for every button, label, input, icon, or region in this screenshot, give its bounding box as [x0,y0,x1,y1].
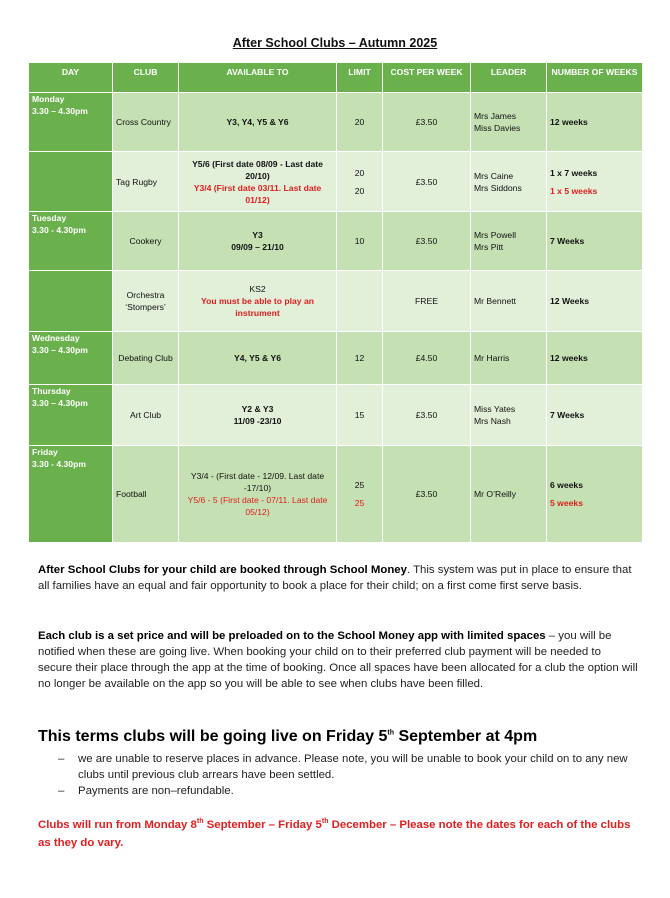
page-title: After School Clubs – Autumn 2025 [232,36,438,50]
table-row [29,385,643,446]
leader [471,152,547,212]
day-cell [29,93,113,152]
pricing-paragraph [38,628,638,692]
weeks: 12 weeks [547,332,643,385]
available-to-1: Y3 [252,230,263,240]
clubs-table [28,62,643,543]
weeks [547,152,643,212]
weeks-2: 5 weeks [550,498,583,508]
table-row [29,152,643,212]
limit-1: 20 [354,167,365,178]
leader [471,385,547,446]
limit-2: 20 [354,185,365,196]
leader-1: Mrs Powell [474,230,517,240]
day-name: Monday [32,94,65,104]
booking-paragraph-body: . This system was put in place to ensure that all families have an equal and fair opportunity to book a place for their child; on a first come first serve basis. [38,564,632,592]
limit-1: 25 [354,480,365,490]
leader-1: Miss Yates [474,404,516,414]
available-to [179,385,337,446]
weeks-1: 1 x 7 weeks [550,167,598,178]
available-to-1: Y3/4 - (First date - 12/09. Last date -17/10) [190,471,325,493]
cost: FREE [383,271,471,332]
bullet-item [58,783,638,799]
club-name: Tag Rugby [113,152,179,212]
day-name: Friday [32,447,58,457]
limit: 12 [337,332,383,385]
table-header-row [29,63,643,93]
day-name: Thursday [32,386,71,396]
club-name: Cookery [113,212,179,271]
weeks [547,446,643,543]
leader-2: Mrs Pitt [474,242,504,252]
leader: Mr Bennett [471,271,547,332]
pricing-paragraph-body: – you will be notified when these are going live. When booking your child on to their preferred club payment will be needed to secure their place through the app at the time of booking. Once all spaces have been allocated for a club the option will no longer be available on the app so you will be able to see when clubs have been filled. [38,630,638,690]
available-to-1: KS2 [249,284,266,294]
cost: £3.50 [383,152,471,212]
club-name: Orchestra ‘Stompers’ [113,271,179,332]
day-time: 3.30 - 4.30pm [32,225,86,235]
leader: Mr O’Reilly [471,446,547,543]
booking-paragraph [38,562,638,594]
go-live-heading: This terms clubs will be going live on Friday 5th September at 4pm [38,728,538,745]
available-to [179,446,337,543]
club-name: Debating Club [113,332,179,385]
day-time: 3.30 – 4.30pm [32,398,88,408]
available-to-2: 09/09 – 21/10 [231,242,284,252]
weeks-2: 1 x 5 weeks [550,185,598,196]
day-time: 3.30 - 4.30pm [32,459,86,469]
bullet-text: Payments are non–refundable. [78,785,234,797]
day-cell [29,332,113,385]
club-dates-notice: Clubs will run from Monday 8th September – Friday 5th December – Please note the dates for each of the clubs as they do vary. [38,818,631,849]
header-limit: LIMIT [337,63,383,93]
club-name: Cross Country [113,93,179,152]
limit: 10 [337,212,383,271]
leader [471,212,547,271]
available-to: Y4, Y5 & Y6 [179,332,337,385]
available-to-2: You must be able to play an instrument [200,296,314,318]
table-row [29,93,643,152]
weeks: 12 Weeks [547,271,643,332]
leader-2: Miss Davies [474,123,521,133]
pricing-paragraph-lead: Each club is a set price and will be preloaded on to the School Money app with limited spaces [38,630,546,642]
cost: £3.50 [383,385,471,446]
leader [471,93,547,152]
available-to [179,212,337,271]
cost: £3.50 [383,212,471,271]
bullet-text: we are unable to reserve places in advance. Please note, you will be unable to book your child on to any new clubs until previous club arrears have been settled. [78,753,628,781]
leader: Mr Harris [471,332,547,385]
available-to: Y3, Y4, Y5 & Y6 [179,93,337,152]
day-cell [29,271,113,332]
booking-paragraph-lead: After School Clubs for your child are booked through School Money [38,564,407,576]
available-to-1: Y2 & Y3 [241,404,274,414]
limit [337,152,383,212]
weeks: 7 Weeks [547,212,643,271]
club-name: Football [113,446,179,543]
limit-2: 25 [354,498,365,508]
cost: £4.50 [383,332,471,385]
day-time: 3.30 – 4.30pm [32,345,88,355]
header-cost: COST PER WEEK [383,63,471,93]
table-row [29,271,643,332]
limit: 20 [337,93,383,152]
available-to-2: 11/09 -23/10 [233,416,282,426]
available-to-2: Y3/4 (First date 03/11. Last date 01/12) [193,182,322,205]
header-leader: LEADER [471,63,547,93]
available-to [179,271,337,332]
leader-2: Mrs Siddons [474,182,522,193]
cost: £3.50 [383,93,471,152]
bullet-marker: – [58,785,65,797]
day-cell [29,446,113,543]
weeks: 12 weeks [547,93,643,152]
club-name: Art Club [113,385,179,446]
leader-1: Mrs Caine [474,170,514,181]
table-row [29,332,643,385]
day-cell [29,212,113,271]
header-weeks: NUMBER OF WEEKS [547,63,643,93]
cost: £3.50 [383,446,471,543]
available-to [179,152,337,212]
table-row [29,446,643,543]
available-to-1: Y5/6 (First date 08/09 - Last date 20/10) [192,158,323,181]
weeks-1: 6 weeks [550,480,583,490]
available-to-2: Y5/6 - 5 (First date - 07/11. Last date 05/12) [187,495,328,517]
day-cell [29,385,113,446]
limit [337,271,383,332]
header-club: CLUB [113,63,179,93]
header-day: DAY [29,63,113,93]
leader-2: Mrs Nash [474,416,511,426]
limit: 15 [337,385,383,446]
day-name: Wednesday [32,333,80,343]
day-name: Tuesday [32,213,67,223]
leader-1: Mrs James [474,111,517,121]
day-cell [29,152,113,212]
header-available-to: AVAILABLE TO [179,63,337,93]
weeks: 7 Weeks [547,385,643,446]
table-row [29,212,643,271]
bullet-marker: – [58,753,65,765]
limit [337,446,383,543]
day-time: 3.30 – 4.30pm [32,106,88,116]
bullet-item [58,751,638,783]
